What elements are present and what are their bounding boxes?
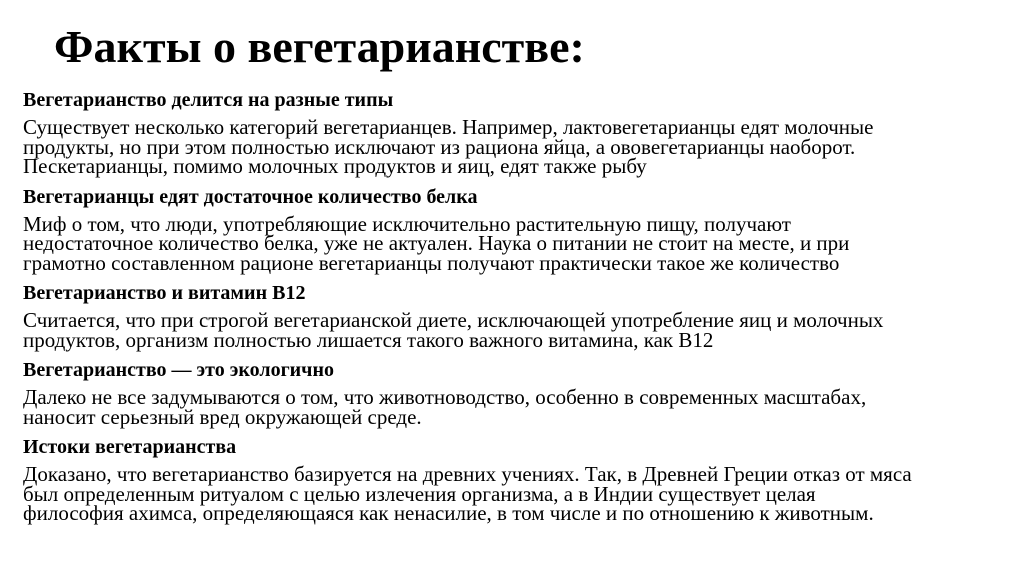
text-line: Далеко не все задумываются о том, что животноводство, особенно в современных масштабах, [23,385,867,409]
section-ecology [23,358,1023,427]
section-b12 [23,281,1023,350]
text-line: грамотно составленном рационе вегетарианцы получают практически такое же количество [23,250,840,275]
section-text [23,115,1023,178]
text-line: продуктов, организм полностью лишается такого важного витамина, как В12 [23,327,714,352]
section-text [23,211,1023,275]
section-text [23,308,1023,352]
section-heading: Вегетарианцы едят достаточное количество белка [23,185,478,208]
section-text [23,462,1023,525]
section-origins [23,435,1023,524]
text-line: был определенным ритуалом с целью излечения организма, а в Индии существует целая [23,481,816,506]
section-types [23,88,1023,177]
text-line: Существует несколько категорий вегетарианцев. Например, лактовегетарианцы едят молочные [23,115,874,139]
text-line: Миф о том, что люди, употребляющие исключительно растительную пищу, получают [23,211,791,236]
text-line: недостаточное количество белка, уже не актуален. Наука о питании не стоит на месте, и при [23,231,850,255]
section-heading: Вегетарианство делится на разные типы [23,89,394,111]
text-line: Считается, что при строгой вегетарианской диете, исключающей употребление яиц и молочных [23,308,884,332]
text-line: философия ахимса, определяющаяся как ненасилие, в том числе и по отношению к животным. [23,501,874,525]
section-heading: Вегетарианство — это экологично [23,359,334,381]
text-line: наносит серьезный вред окружающей среде. [23,404,422,429]
page-title: Факты о вегетарианстве: [54,21,585,72]
text-line: Пескетарианцы, помимо молочных продуктов и яиц, едят также рыбу [23,154,647,178]
content-area [23,88,1023,532]
section-protein [23,185,1023,274]
text-line: Доказано, что вегетарианство базируется на древних учениях. Так, в Древней Греции отказ от мяса [23,462,912,486]
section-text [23,385,1023,429]
section-heading: Истоки вегетарианства [23,436,237,458]
section-heading: Вегетарианство и витамин В12 [23,282,306,304]
text-line: продукты, но при этом полностью исключают из рациона яйца, а ововегетарианцы наоборот. [23,134,856,159]
